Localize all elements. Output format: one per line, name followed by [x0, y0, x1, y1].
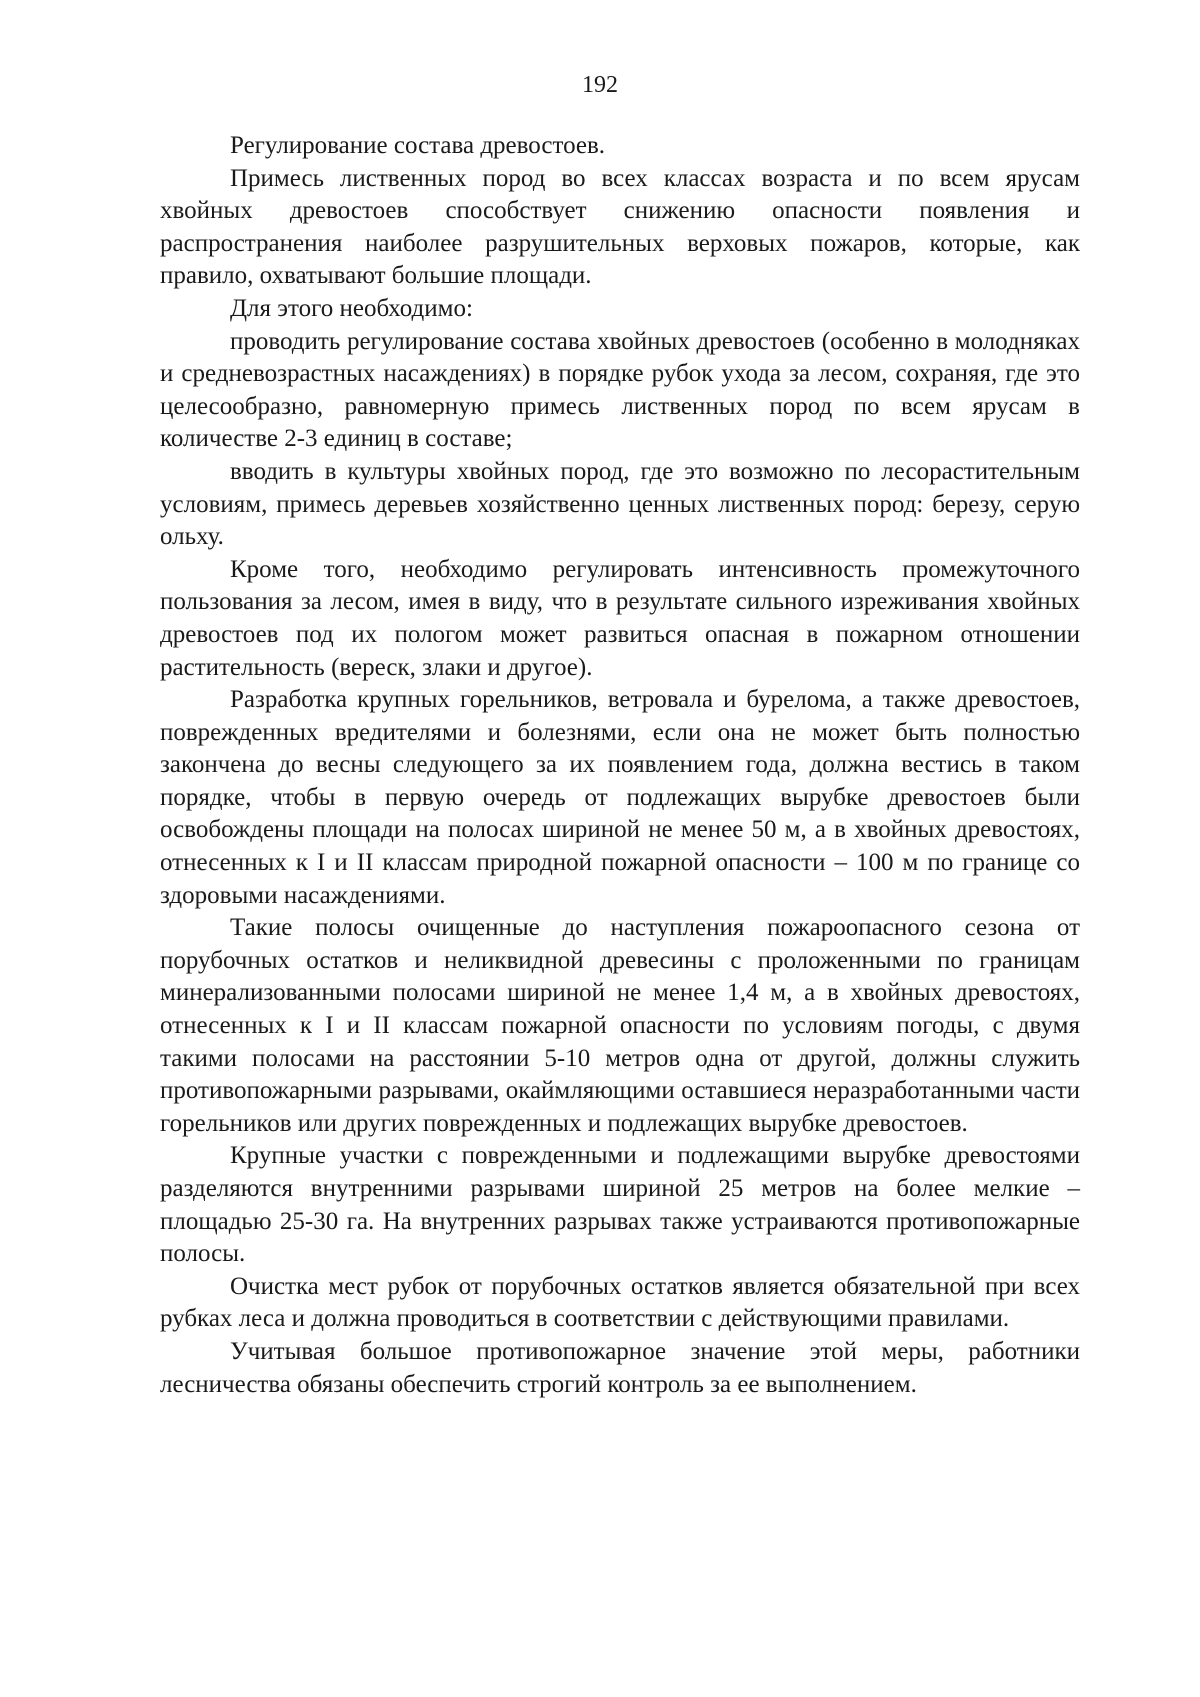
paragraph: Такие полосы очищенные до наступления пожароопасного сезона от порубочных остатков и неликвидной древесины с проложенными по границам минерализованными полосами шириной не менее 1,4 м, а в хвойных древостоях, отнесенных к I и II классам пожарной опасности по условиям погоды, с двумя такими полосами на расстоянии 5-10 метров одна от другой, должны служить противопожарными разрывами, окаймляющими оставшиеся неразработанными части горельников или других поврежденных и подлежащих вырубке древостоев. [160, 914, 1080, 1137]
paragraph: Кроме того, необходимо регулировать интенсивность промежуточного пользования за лесом, имея в виду, что в результате сильного изреживания хвойных древостоев под их пологом может развиться опасная в пожарном отношении растительность (вереск, злаки и другое). [160, 555, 1080, 681]
paragraph: Очистка мест рубок от порубочных остатков является обязательной при всех рубках леса и должна проводиться в соответствии с действующими правилами. [160, 1272, 1080, 1333]
paragraph: проводить регулирование состава хвойных древостоев (особенно в молодняках и средневозрастных насаждениях) в порядке рубок ухода за лесом, сохраняя, где это целесообразно, равномерную примесь лиственных пород по всем ярусам в количестве 2-3 единиц в составе; [160, 327, 1080, 453]
paragraph: Учитывая большое противопожарное значение этой меры, работники лесничества обязаны обеспечить строгий контроль за ее выполнением. [160, 1337, 1080, 1398]
page-number: 192 [582, 72, 618, 98]
paragraph: вводить в культуры хвойных пород, где это возможно по лесорастительным условиям, примесь деревьев хозяйственно ценных лиственных пород: березу, серую ольху. [160, 457, 1080, 551]
paragraph: Крупные участки с поврежденными и подлежащими вырубке древостоями разделяются внутренними разрывами шириной 25 метров на более мелкие – площадью 25-30 га. На внутренних разрывах также устраиваются противопожарные полосы. [160, 1142, 1080, 1268]
paragraph: Для этого необходимо: [230, 294, 473, 322]
section-heading: Регулирование состава древостоев. [230, 132, 606, 159]
paragraph: Примесь лиственных пород во всех классах возраста и по всем ярусам хвойных древостоев способствует снижению опасности появления и распространения наиболее разрушительных верховых пожаров, которые, как правило, охватывают большие площади. [160, 164, 1080, 290]
paragraph: Разработка крупных горельников, ветровала и бурелома, а также древостоев, поврежденных вредителями и болезнями, если она не может быть полностью закончена до весны следующего за их появлением года, должна вестись в таком порядке, чтобы в первую очередь от подлежащих вырубке древостоев были освобождены площади на полосах шириной не менее 50 м, а в хвойных древостоях, отнесенных к I и II классам природной пожарной опасности – 100 м по границе со здоровыми насаждениями. [160, 686, 1080, 909]
document-body [160, 130, 1080, 1401]
